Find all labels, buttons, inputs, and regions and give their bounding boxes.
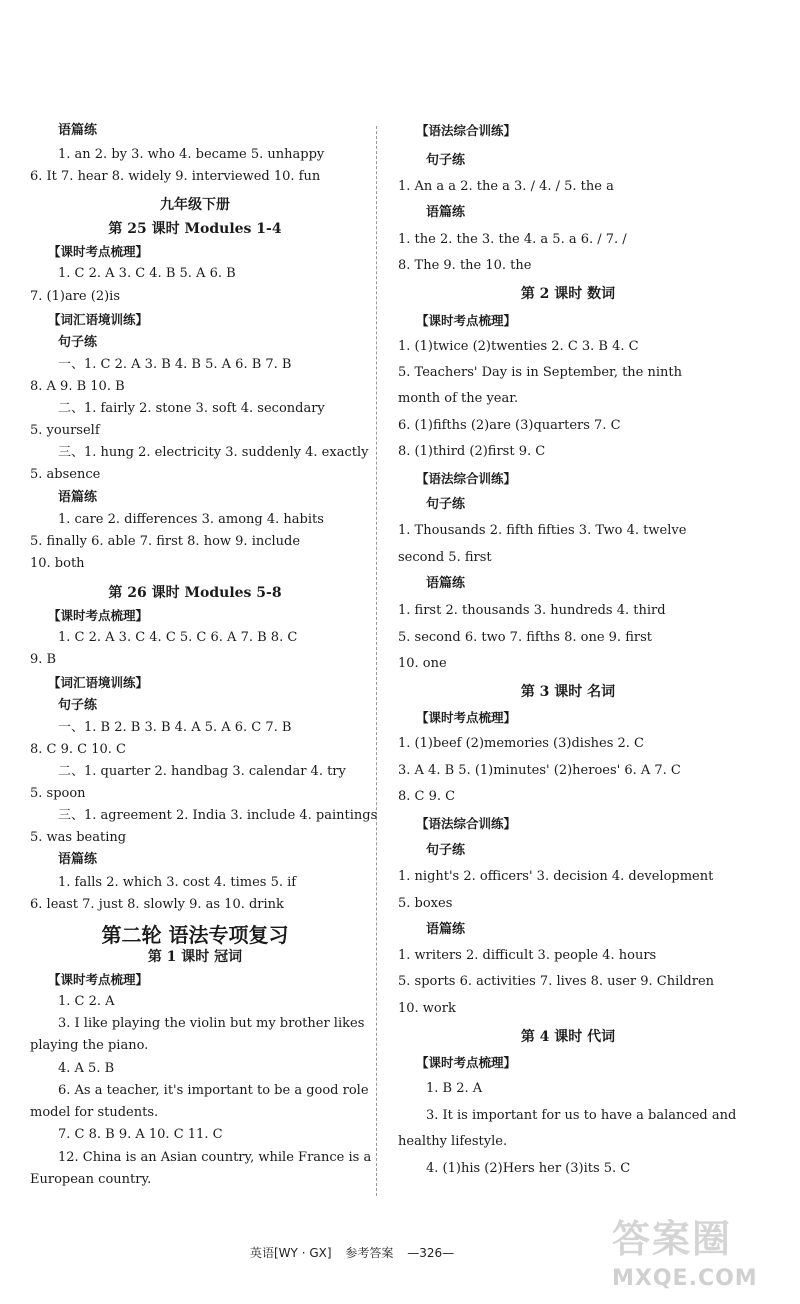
right-column-line: 1. first 2. thousands 3. hundreds 4. third xyxy=(398,603,666,618)
right-column-line: 1. Thousands 2. fifth fifties 3. Two 4. twelve xyxy=(398,523,687,538)
left-column-line: 语篇练 xyxy=(58,490,98,505)
right-column-line: 第 3 课时 名词 xyxy=(520,684,616,700)
right-column-line: 1. (1)twice (2)twenties 2. C 3. B 4. C xyxy=(398,339,639,354)
left-column-line: 【词汇语境训练】 xyxy=(48,675,149,690)
left-column-line: 8. A 9. B 10. B xyxy=(30,379,125,394)
right-column-line: 第 4 课时 代词 xyxy=(520,1029,616,1045)
left-column-line: model for students. xyxy=(30,1105,159,1120)
right-column-line: 5. sports 6. activities 7. lives 8. user 9. Children xyxy=(398,974,715,989)
right-column-line: 1. writers 2. difficult 3. people 4. hours xyxy=(398,948,657,963)
right-column-line: 4. (1)his (2)Hers her (3)its 5. C xyxy=(426,1161,631,1176)
left-column-line: 第二轮 语法专项复习 xyxy=(101,923,289,947)
left-column-line: 1. care 2. differences 3. among 4. habits xyxy=(58,512,324,527)
page-footer xyxy=(250,1244,464,1261)
watermark-text-top: 答案圈 xyxy=(612,1217,733,1261)
left-column-line: 第 25 课时 Modules 1-4 xyxy=(108,221,282,237)
left-column-line: 一、1. B 2. B 3. B 4. A 5. A 6. C 7. B xyxy=(58,720,292,735)
left-column-line: European country. xyxy=(30,1172,152,1187)
left-column-line: 4. A 5. B xyxy=(58,1061,115,1076)
right-column-line: 【语法综合训练】 xyxy=(416,123,517,138)
left-column-line: 语篇练 xyxy=(58,852,98,867)
left-column-line: 二、1. quarter 2. handbag 3. calendar 4. try xyxy=(58,764,346,779)
right-column-line: 10. work xyxy=(398,1001,456,1016)
right-column-line: healthy lifestyle. xyxy=(398,1134,508,1149)
right-column-line: 【语法综合训练】 xyxy=(416,816,517,831)
left-column-line: 三、1. agreement 2. India 3. include 4. paintings xyxy=(58,808,378,823)
left-column-line: 9. B xyxy=(30,652,57,667)
right-column-line: 3. A 4. B 5. (1)minutes' (2)heroes' 6. A 7. C xyxy=(398,763,681,778)
left-column-line: 【课时考点梳理】 xyxy=(48,972,149,987)
left-column-line: 10. both xyxy=(30,556,85,571)
right-column-line: 【语法综合训练】 xyxy=(416,471,517,486)
left-column-line: 5. spoon xyxy=(30,786,86,801)
left-column-line: 7. C 8. B 9. A 10. C 11. C xyxy=(58,1127,223,1142)
left-column-line: 1. C 2. A xyxy=(58,994,115,1009)
left-column-line: playing the piano. xyxy=(30,1038,149,1053)
left-column-line: 5. was beating xyxy=(30,830,127,845)
left-column-line: 6. It 7. hear 8. widely 9. interviewed 10. fun xyxy=(30,169,321,184)
footer-page-number: —326— xyxy=(407,1246,455,1260)
right-column-line: 5. boxes xyxy=(398,896,453,911)
right-column-line: 8. (1)third (2)first 9. C xyxy=(398,444,546,459)
right-column-line: 【课时考点梳理】 xyxy=(416,1055,517,1070)
right-column-line: 句子练 xyxy=(426,497,466,512)
left-column-line: 句子练 xyxy=(58,335,98,350)
left-column-line: 【课时考点梳理】 xyxy=(48,608,149,623)
watermark-text-bottom: MXQE.COM xyxy=(612,1266,758,1291)
right-column-line: 1. B 2. A xyxy=(426,1081,483,1096)
right-column-line: 语篇练 xyxy=(426,922,466,937)
right-column-line: 句子练 xyxy=(426,843,466,858)
right-column-line: 8. C 9. C xyxy=(398,789,456,804)
right-column-line: 1. (1)beef (2)memories (3)dishes 2. C xyxy=(398,736,644,751)
right-column-line: 1. the 2. the 3. the 4. a 5. a 6. / 7. / xyxy=(398,232,627,247)
left-column-line: 6. least 7. just 8. slowly 9. as 10. drink xyxy=(30,897,284,912)
footer-subject: 英语[WY · GX] xyxy=(250,1246,332,1260)
right-column-line: 5. second 6. two 7. fifths 8. one 9. first xyxy=(398,630,652,645)
left-column-line: 【词汇语境训练】 xyxy=(48,312,149,327)
left-column-line: 12. China is an Asian country, while France is a xyxy=(58,1150,372,1165)
left-column-line: 1. falls 2. which 3. cost 4. times 5. if xyxy=(58,875,297,890)
left-column-line: 【课时考点梳理】 xyxy=(48,244,149,259)
left-column-line: 二、1. fairly 2. stone 3. soft 4. secondary xyxy=(58,401,325,416)
right-column-line: 语篇练 xyxy=(426,205,466,220)
right-column-line: 【课时考点梳理】 xyxy=(416,710,517,725)
left-column-line: 三、1. hung 2. electricity 3. suddenly 4. exactly xyxy=(58,445,369,460)
left-column-line: 7. (1)are (2)is xyxy=(30,289,120,304)
left-column-line: 第 26 课时 Modules 5-8 xyxy=(108,585,282,601)
right-column-line: 第 2 课时 数词 xyxy=(520,286,616,302)
left-column-line: 九年级下册 xyxy=(160,197,230,213)
right-column-line: 句子练 xyxy=(426,153,466,168)
watermark-logo xyxy=(612,1208,792,1300)
right-column-line: 语篇练 xyxy=(426,576,466,591)
right-column-line: 6. (1)fifths (2)are (3)quarters 7. C xyxy=(398,418,621,433)
left-column-line: 6. As a teacher, it's important to be a good role xyxy=(58,1083,369,1098)
right-column-line: second 5. first xyxy=(398,550,492,565)
left-column-line: 1. an 2. by 3. who 4. became 5. unhappy xyxy=(58,147,325,162)
left-column-line: 一、1. C 2. A 3. B 4. B 5. A 6. B 7. B xyxy=(58,357,292,372)
left-column-line: 3. I like playing the violin but my brother likes xyxy=(58,1016,365,1031)
left-column-line: 1. C 2. A 3. C 4. B 5. A 6. B xyxy=(58,266,236,281)
right-column-line: 1. An a a 2. the a 3. / 4. / 5. the a xyxy=(398,179,614,194)
right-column-line: month of the year. xyxy=(398,391,519,406)
right-column-line: 3. It is important for us to have a balanced and xyxy=(426,1108,737,1123)
left-column-line: 5. absence xyxy=(30,467,101,482)
left-column-line: 语篇练 xyxy=(58,123,98,138)
left-column-line: 5. yourself xyxy=(30,423,100,438)
right-column-line: 10. one xyxy=(398,656,447,671)
footer-label: 参考答案 xyxy=(345,1246,394,1260)
left-column-line: 句子练 xyxy=(58,698,98,713)
left-column-line: 第 1 课时 冠词 xyxy=(147,949,243,965)
right-column-line: 5. Teachers' Day is in September, the ninth xyxy=(398,365,683,380)
right-column-line: 8. The 9. the 10. the xyxy=(398,258,532,273)
left-column-line: 8. C 9. C 10. C xyxy=(30,742,126,757)
left-column-line: 1. C 2. A 3. C 4. C 5. C 6. A 7. B 8. C xyxy=(58,630,298,645)
left-column-line: 5. finally 6. able 7. first 8. how 9. include xyxy=(30,534,301,549)
right-column-line: 【课时考点梳理】 xyxy=(416,313,517,328)
column-divider xyxy=(376,126,377,1196)
right-column-line: 1. night's 2. officers' 3. decision 4. development xyxy=(398,869,714,884)
